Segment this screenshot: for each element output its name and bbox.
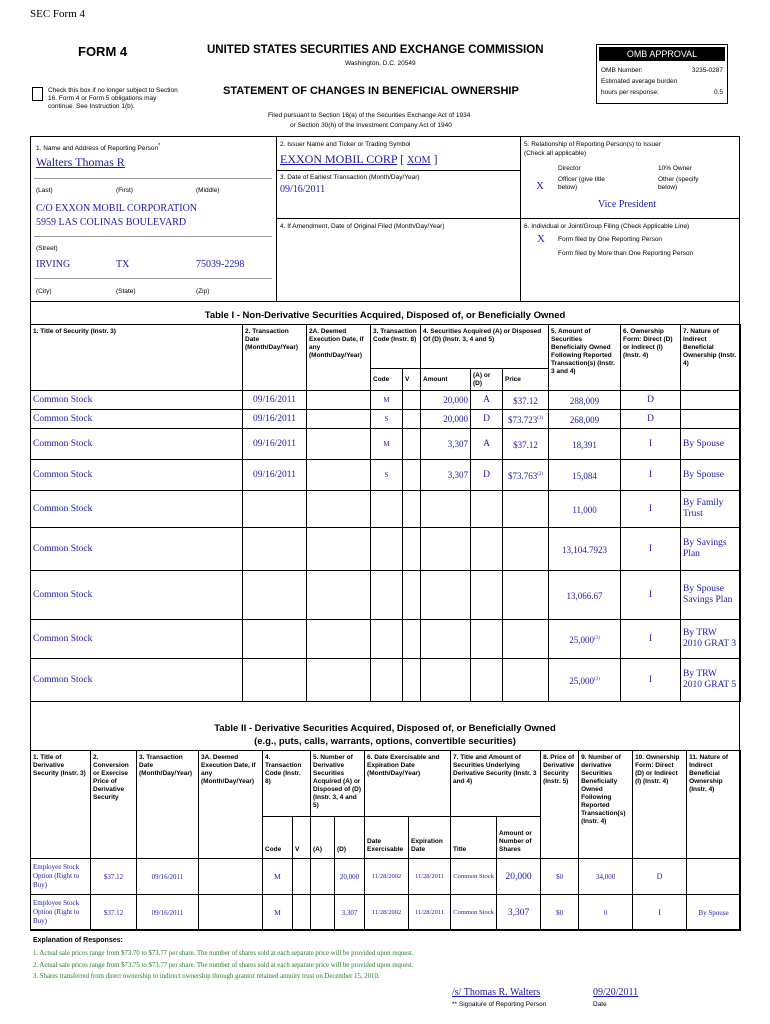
- t1-price-cell: [503, 410, 549, 429]
- t1-ad-cell-text: A: [483, 394, 490, 405]
- t1-v-cell: [403, 391, 421, 410]
- t1-amount-cell: [421, 659, 471, 702]
- t1-h1: 1. Title of Security (Instr. 3): [31, 325, 243, 391]
- t1-form-cell-text: I: [648, 543, 653, 554]
- agency-location: Washington, D.C. 20549: [345, 60, 416, 67]
- t1-nature-cell: [681, 571, 741, 620]
- t1-nature-cell-text: By Spouse: [683, 438, 724, 449]
- table2: [30, 750, 741, 931]
- t1-transaction-date: [243, 491, 307, 528]
- other-option[interactable]: Other (specify below): [658, 176, 699, 191]
- t2-conversion: $37.12: [91, 895, 137, 931]
- t1-ad-cell-text: A: [483, 438, 490, 449]
- t1-security-title-text: Common Stock: [33, 674, 93, 685]
- reporting-person-name: Walters Thomas R: [36, 155, 125, 169]
- director-option[interactable]: Director: [558, 165, 581, 172]
- t1-price-cell: [503, 391, 549, 410]
- signature-date: 09/20/2011: [593, 987, 639, 998]
- amendment-label: 4. If Amendment, Date of Original Filed (Month/Day/Year): [280, 223, 445, 230]
- explanation-notes: [33, 948, 414, 983]
- form-title: FORM 4: [78, 44, 128, 59]
- t2-h5: 5. Number of Derivative Securities Acquired (A) or Disposed of (D) (Instr. 3, 4 and 5): [311, 751, 365, 817]
- t1-nature-cell-text: By Spouse: [683, 469, 724, 480]
- t2-expiration-date: 11/28/2011: [409, 895, 451, 931]
- t1-security-title: [31, 391, 243, 410]
- t1-h5: 5. Amount of Securities Beneficially Owned Following Reported Transaction(s) (Instr. 3 and 4): [549, 325, 621, 391]
- t1-owned-cell-text: 11,000: [572, 504, 597, 515]
- signature-date-label: Date: [593, 1001, 607, 1008]
- t2-underlying-title: Common Stock: [451, 895, 497, 931]
- t1-amount-cell: [421, 410, 471, 429]
- signature-label: ** Signature of Reporting Person: [452, 1001, 547, 1008]
- t1-v-cell: [403, 410, 421, 429]
- t1-transaction-date-text: 09/16/2011: [253, 394, 296, 405]
- t1-transaction-date: [243, 620, 307, 659]
- t1-owned-cell-text: 25,000: [569, 675, 594, 686]
- t1-v-cell: [403, 460, 421, 491]
- t1-form-cell-text: I: [648, 589, 653, 600]
- t1-transaction-date-text: 09/16/2011: [253, 469, 296, 480]
- t1-owned-cell: [549, 491, 621, 528]
- filing-check-mark[interactable]: X: [537, 233, 545, 245]
- t1-transaction-date: [243, 659, 307, 702]
- t1-owned-cell-text: 15,084: [572, 470, 597, 481]
- t1-amount-cell-text: 3,307: [447, 469, 469, 480]
- t2-d-cell: 20,000: [335, 859, 365, 895]
- t1-form-cell-text: I: [648, 503, 653, 514]
- t1-owned-cell: [549, 571, 621, 620]
- t2-number-owned: 0: [579, 895, 633, 931]
- t1-price-cell: [503, 528, 549, 571]
- t2-h9: 9. Number of derivative Securities Beneficially Owned Following Reported Transaction(s) (Instr. 4): [579, 751, 633, 859]
- t1-deemed-date: [307, 620, 371, 659]
- t1-v-cell: [403, 491, 421, 528]
- t2-date-exercisable: 11/28/2002: [365, 895, 409, 931]
- t1-h2: 2. Transaction Date (Month/Day/Year): [243, 325, 307, 391]
- t2-price: $0: [541, 895, 579, 931]
- t1-ad-cell-text: D: [483, 469, 490, 480]
- t1-amount-cell: [421, 491, 471, 528]
- t2-code-cell: M: [263, 859, 293, 895]
- t2-exp: Expiration Date: [409, 817, 451, 859]
- first-label: (First): [116, 187, 133, 194]
- t1-price-cell: [503, 659, 549, 702]
- t1-nature-cell: [681, 620, 741, 659]
- table1-row: [31, 571, 741, 620]
- issuer-name-ticker: EXXON MOBIL CORP [ XOM ]: [280, 152, 438, 166]
- omb-number-label: OMB Number:: [601, 67, 643, 74]
- t1-security-title-text: Common Stock: [33, 633, 93, 644]
- reporting-person-label: 1. Name and Address of Reporting Person*: [36, 143, 161, 153]
- table2-row: [31, 859, 741, 895]
- checkbox-note: Check this box if no longer subject to Section 16. Form 4 or Form 5 obligations may continue. See Instruction 1(b).: [48, 87, 178, 110]
- t1-owned-cell-text: 25,000: [569, 634, 594, 645]
- table1-row: [31, 460, 741, 491]
- statement-title: STATEMENT OF CHANGES IN BENEFICIAL OWNERSHIP: [223, 85, 519, 97]
- last-label: (Last): [36, 187, 53, 194]
- omb-number: 3235-0287: [691, 67, 723, 74]
- t1-nature-cell: [681, 460, 741, 491]
- t1-ad-cell: [471, 620, 503, 659]
- t1-transaction-date: [243, 571, 307, 620]
- t2-nature: [687, 859, 741, 895]
- t1-form-cell: [621, 391, 681, 410]
- zip: 75039-2298: [196, 259, 245, 270]
- t1-amount-cell-text: 3,307: [447, 438, 469, 449]
- t2-h11: 11. Nature of Indirect Beneficial Ownership (Instr. 4): [687, 751, 741, 859]
- t1-owned-cell-text: 268,009: [569, 414, 600, 425]
- t1-price: Price: [503, 369, 549, 391]
- table1-row: [31, 410, 741, 429]
- t1-form-cell: [621, 491, 681, 528]
- t1-owned-cell: [549, 620, 621, 659]
- t1-code-cell: [371, 491, 403, 528]
- t1-nature-cell: [681, 659, 741, 702]
- t1-code: Code: [371, 369, 403, 391]
- t1-nature-cell-text: By TRW 2010 GRAT 5: [683, 669, 737, 690]
- t1-code-cell: [371, 620, 403, 659]
- address-line1: C/O EXXON MOBIL CORPORATION: [36, 203, 198, 214]
- t2-expiration-date: 11/28/2011: [409, 859, 451, 895]
- table1-row: [31, 620, 741, 659]
- t1-amount-cell: [421, 391, 471, 410]
- t1-nature-cell: [681, 391, 741, 410]
- t1-code-cell: [371, 659, 403, 702]
- issuer-name: EXXON MOBIL CORP: [280, 152, 398, 166]
- t2-h6: 6. Date Exercisable and Expiration Date (Month/Day/Year): [365, 751, 451, 817]
- table2-title: Table II - Derivative Securities Acquired, Disposed of, or Beneficially Owned: [214, 723, 556, 734]
- t1-code-cell-text: S: [384, 414, 389, 423]
- omb-approval-box: [596, 44, 728, 104]
- t2-date-exercisable: 11/28/2002: [365, 859, 409, 895]
- t1-price-cell: [503, 460, 549, 491]
- t1-price-cell-text: $73.723: [507, 414, 538, 425]
- t1-transaction-date-text: 09/16/2011: [253, 413, 296, 424]
- t1-form-cell: [621, 571, 681, 620]
- t1-owned-cell: [549, 528, 621, 571]
- note-1: 1. Actual sale prices range from $73.70 to $73.77 per share. The number of shares sold at each separate price will be provided upon request.: [33, 950, 414, 957]
- t1-h4: 4. Securities Acquired (A) or Disposed Of (D) (Instr. 3, 4 and 5): [421, 325, 549, 369]
- t1-nature-cell-text: By Savings Plan: [683, 538, 727, 559]
- earliest-date: 09/16/2011: [280, 184, 326, 195]
- footnote-ref: (3): [593, 676, 600, 682]
- t1-v-cell: [403, 620, 421, 659]
- t1-deemed-date: [307, 391, 371, 410]
- t1-form-cell-text: I: [648, 438, 653, 449]
- t1-transaction-date: [243, 410, 307, 429]
- t1-nature-cell-text: By Family Trust: [683, 498, 724, 519]
- t1-code-cell-text: M: [383, 439, 390, 448]
- t2-h3a: 3A. Deemed Execution Date, if any (Month/Day/Year): [199, 751, 263, 859]
- t1-form-cell-text: I: [648, 633, 653, 644]
- table2-row: [31, 895, 741, 931]
- t1-ad-cell: [471, 528, 503, 571]
- t1-nature-cell: [681, 491, 741, 528]
- issuer-ticker: XOM: [407, 155, 431, 166]
- t1-price-cell-text: $73.763: [507, 470, 538, 481]
- t2-security-title: Employee Stock Option (Right to Buy): [31, 895, 91, 931]
- city: IRVING: [36, 259, 71, 270]
- footnote-ref: (1): [537, 415, 544, 421]
- t1-code-cell: [371, 391, 403, 410]
- t1-aord: (A) or (D): [471, 369, 503, 391]
- t1-form-cell: [621, 528, 681, 571]
- t1-owned-cell: [549, 391, 621, 410]
- zip-label: (Zip): [196, 288, 210, 295]
- t2-deemed-date: [199, 859, 263, 895]
- state-label: (State): [116, 288, 136, 295]
- t2-v-cell: [293, 895, 311, 931]
- t2-code-cell: M: [263, 895, 293, 931]
- t1-security-title-text: Common Stock: [33, 438, 93, 449]
- t2-a-cell: [311, 895, 335, 931]
- t1-nature-cell-text: By Spouse Savings Plan: [683, 584, 733, 605]
- filed-pursuant-line1: Filed pursuant to Section 16(a) of the Securities Exchange Act of 1934: [268, 112, 471, 119]
- explanation-label: Explanation of Responses:: [33, 937, 123, 944]
- t1-v: V: [403, 369, 421, 391]
- t1-ad-cell: [471, 460, 503, 491]
- footnote-ref: (2): [537, 471, 544, 477]
- t1-nature-cell-text: By TRW 2010 GRAT 3: [683, 628, 737, 649]
- t1-transaction-date-text: 09/16/2011: [253, 438, 296, 449]
- t1-security-title-text: Common Stock: [33, 589, 93, 600]
- t2-h8: 8. Price of Derivative Security (Instr. 5): [541, 751, 579, 859]
- table1-title: Table I - Non-Derivative Securities Acquired, Disposed of, or Beneficially Owned: [204, 310, 566, 321]
- table1-row: [31, 491, 741, 528]
- t2-form: D: [633, 859, 687, 895]
- issuer-label: 2. Issuer Name and Ticker or Trading Symbol: [280, 141, 411, 148]
- omb-title: OMB APPROVAL: [598, 46, 726, 62]
- table1: [30, 324, 741, 702]
- relationship-sub: (Check all applicable): [524, 150, 587, 157]
- omb-hours-label: hours per response:: [601, 89, 659, 96]
- t1-amount-cell: [421, 571, 471, 620]
- t1-form-cell: [621, 620, 681, 659]
- t2-h2: 2. Conversion or Exercise Price of Derivative Security: [91, 751, 137, 859]
- t1-ad-cell: [471, 659, 503, 702]
- t2-nature: By Spouse: [687, 895, 741, 931]
- t1-security-title-text: Common Stock: [33, 503, 93, 514]
- t1-code-cell: [371, 571, 403, 620]
- filing-label: 6. Individual or Joint/Group Filing (Check Applicable Line): [524, 223, 690, 230]
- t1-security-title-text: Common Stock: [33, 543, 93, 554]
- t2-form: I: [633, 895, 687, 931]
- t1-security-title: [31, 429, 243, 460]
- t1-security-title: [31, 571, 243, 620]
- t1-deemed-date: [307, 491, 371, 528]
- t1-form-cell-text: D: [647, 413, 654, 424]
- t1-code-cell: [371, 410, 403, 429]
- t1-code-cell-text: S: [384, 470, 389, 479]
- t1-ad-cell: [471, 571, 503, 620]
- omb-burden-label: Estimated average burden: [601, 78, 678, 85]
- t1-nature-cell: [681, 410, 741, 429]
- t1-nature-cell: [681, 528, 741, 571]
- t1-owned-cell-text: 13,104.7923: [562, 544, 608, 555]
- t1-transaction-date: [243, 391, 307, 410]
- t1-h7: 7. Nature of Indirect Beneficial Ownership (Instr. 4): [681, 325, 741, 391]
- t1-code-cell: [371, 528, 403, 571]
- t2-d: (D): [335, 817, 365, 859]
- t1-amount-cell-text: 20,000: [443, 394, 469, 405]
- t1-amount-cell: [421, 429, 471, 460]
- t1-owned-cell-text: 288,009: [569, 395, 600, 406]
- t2-conversion: $37.12: [91, 859, 137, 895]
- t2-v-cell: [293, 859, 311, 895]
- filing-one-person[interactable]: Form filed by One Reporting Person: [558, 236, 663, 243]
- agency-name: UNITED STATES SECURITIES AND EXCHANGE COMMISSION: [207, 44, 544, 56]
- t1-deemed-date: [307, 460, 371, 491]
- state: TX: [116, 259, 130, 270]
- t1-form-cell: [621, 460, 681, 491]
- earliest-date-label: 3. Date of Earliest Transaction (Month/Day/Year): [280, 174, 420, 181]
- officer-option[interactable]: Officer (give title below): [558, 176, 605, 191]
- t1-amount: Amount: [421, 369, 471, 391]
- officer-check-mark[interactable]: X: [536, 180, 544, 192]
- t1-h3: 3. Transaction Code (Instr. 8): [371, 325, 421, 369]
- table1-row: [31, 429, 741, 460]
- t1-transaction-date: [243, 460, 307, 491]
- footnote-ref: (3): [593, 635, 600, 641]
- table1-row: [31, 391, 741, 410]
- table1-row: [31, 528, 741, 571]
- t1-price-cell: [503, 491, 549, 528]
- t1-h6: 6. Ownership Form: Direct (D) or Indirect (I) (Instr. 4): [621, 325, 681, 391]
- table1-row: [31, 659, 741, 702]
- t1-owned-cell-text: 18,391: [572, 439, 597, 450]
- t1-code-cell: [371, 460, 403, 491]
- city-label: (City): [36, 288, 52, 295]
- t1-security-title: [31, 460, 243, 491]
- t1-security-title: [31, 620, 243, 659]
- t2-code: Code: [263, 817, 293, 859]
- t2-deemed-date: [199, 895, 263, 931]
- t1-security-title-text: Common Stock: [33, 413, 93, 424]
- t2-v: V: [293, 817, 311, 859]
- filed-pursuant-line2: or Section 30(h) of the Investment Company Act of 1940: [290, 122, 452, 129]
- t2-underlying-amount: 20,000: [497, 859, 541, 895]
- t2-security-title: Employee Stock Option (Right to Buy): [31, 859, 91, 895]
- t2-transaction-date: 09/16/2011: [137, 859, 199, 895]
- t1-form-cell: [621, 429, 681, 460]
- t1-owned-cell-text: 13,066.67: [566, 590, 603, 601]
- t1-deemed-date: [307, 571, 371, 620]
- t2-title: Title: [451, 817, 497, 859]
- t2-underlying-title: Common Stock: [451, 859, 497, 895]
- t1-price-cell: [503, 620, 549, 659]
- t1-v-cell: [403, 659, 421, 702]
- t2-transaction-date: 09/16/2011: [137, 895, 199, 931]
- t1-ad-cell: [471, 410, 503, 429]
- t2-underlying-amount: 3,307: [497, 895, 541, 931]
- t1-amount-cell: [421, 620, 471, 659]
- t1-owned-cell: [549, 460, 621, 491]
- t1-form-cell: [621, 659, 681, 702]
- t2-a-cell: [311, 859, 335, 895]
- t1-form-cell: [621, 410, 681, 429]
- t1-security-title-text: Common Stock: [33, 394, 93, 405]
- t2-h1: 1. Title of Derivative Security (Instr. 3): [31, 751, 91, 859]
- t1-h2a: 2A. Deemed Execution Date, if any (Month/Day/Year): [307, 325, 371, 391]
- no-longer-subject-checkbox[interactable]: [32, 87, 43, 101]
- t1-deemed-date: [307, 410, 371, 429]
- street-label: (Street): [36, 245, 58, 252]
- t1-form-cell-text: I: [648, 469, 653, 480]
- t2-h10: 10. Ownership Form: Direct (D) or Indirect (I) (Instr. 4): [633, 751, 687, 859]
- t1-security-title-text: Common Stock: [33, 469, 93, 480]
- t1-amount-cell-text: 20,000: [443, 413, 469, 424]
- t1-code-cell-text: M: [383, 395, 390, 404]
- filing-more-persons[interactable]: Form filed by More than One Reporting Person: [558, 250, 694, 257]
- t1-price-cell: [503, 429, 549, 460]
- t1-security-title: [31, 491, 243, 528]
- t1-price-cell-text: $37.12: [513, 439, 538, 450]
- relationship-label: 5. Relationship of Reporting Person(s) to Issuer: [524, 141, 661, 148]
- signature-name: /s/ Thomas R. Walters: [452, 987, 541, 998]
- t2-amount: Amount or Number of Shares: [497, 817, 541, 859]
- t1-v-cell: [403, 429, 421, 460]
- t1-owned-cell: [549, 659, 621, 702]
- note-2: 2. Actual sale prices range from $73.75 to $73.77 per share. The number of shares sold at each separate price will be provided upon request.: [33, 961, 414, 969]
- t2-date-ex: Date Exercisable: [365, 817, 409, 859]
- t1-nature-cell: [681, 429, 741, 460]
- omb-hours: 0.5: [713, 89, 723, 96]
- t1-security-title: [31, 410, 243, 429]
- t2-a: (A): [311, 817, 335, 859]
- t1-form-cell-text: I: [648, 674, 653, 685]
- t1-deemed-date: [307, 659, 371, 702]
- t1-transaction-date: [243, 528, 307, 571]
- t1-price-cell: [503, 571, 549, 620]
- t1-ad-cell: [471, 391, 503, 410]
- t2-number-owned: 34,000: [579, 859, 633, 895]
- t1-security-title: [31, 659, 243, 702]
- t1-deemed-date: [307, 429, 371, 460]
- t2-d-cell: 3,307: [335, 895, 365, 931]
- t1-transaction-date: [243, 429, 307, 460]
- note-3: 3. Shares transferred from direct ownership to indirect ownership through grantor retained annuity trust on December 15, 2010.: [33, 973, 380, 980]
- table2-subtitle: (e.g., puts, calls, warrants, options, convertible securities): [254, 736, 516, 747]
- t1-price-cell-text: $37.12: [513, 395, 538, 406]
- t1-amount-cell: [421, 460, 471, 491]
- t1-owned-cell: [549, 429, 621, 460]
- t2-h7: 7. Title and Amount of Securities Underlying Derivative Security (Instr. 3 and 4): [451, 751, 541, 817]
- middle-label: (Middle): [196, 187, 220, 194]
- t2-h3: 3. Transaction Date (Month/Day/Year): [137, 751, 199, 859]
- t1-security-title: [31, 528, 243, 571]
- t1-amount-cell: [421, 528, 471, 571]
- ten-pct-owner-option[interactable]: 10% Owner: [658, 165, 692, 172]
- t1-ad-cell: [471, 429, 503, 460]
- t2-h4: 4. Transaction Code (Instr. 8): [263, 751, 311, 817]
- t1-v-cell: [403, 528, 421, 571]
- t1-v-cell: [403, 571, 421, 620]
- address-line2: 5959 LAS COLINAS BOULEVARD: [36, 217, 187, 228]
- t1-ad-cell-text: D: [483, 413, 490, 424]
- t2-price: $0: [541, 859, 579, 895]
- t1-owned-cell: [549, 410, 621, 429]
- t1-code-cell: [371, 429, 403, 460]
- t1-form-cell-text: D: [647, 394, 654, 405]
- officer-title: Vice President: [598, 199, 656, 210]
- doc-label: SEC Form 4: [30, 8, 86, 20]
- t1-ad-cell: [471, 491, 503, 528]
- t1-deemed-date: [307, 528, 371, 571]
